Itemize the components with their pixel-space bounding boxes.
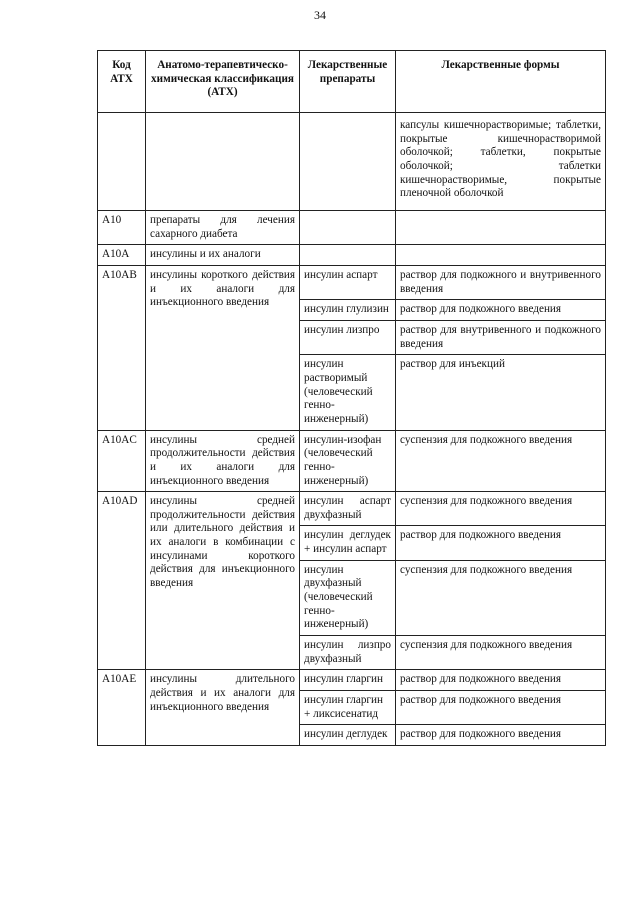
cell-drug-a10 [300,211,396,245]
cell-form-a10a [396,245,606,266]
header-forms: Лекарственные формы [396,51,606,113]
cell-form: суспензия для подкожного введения [396,560,606,635]
table-row-a10ab [98,265,606,299]
cell-code-a10ae: A10AE [98,670,146,746]
cell-form-continuation: капсулы кишечнорастворимые; таблетки, покрытые кишечнорастворимой оболочкой; таблетки, покрытые оболочкой; таблетки кишечнорастворимые, покрытые пленочной оболочкой [396,113,606,211]
cell-form: раствор для подкожного и внутривенного введения [396,265,606,299]
cell-form: раствор для подкожного введения [396,300,606,321]
cell-code-a10: A10 [98,211,146,245]
cell-form: раствор для подкожного введения [396,725,606,746]
table-row-a10ac [98,430,606,492]
cell-classification-a10a: инсулины и их аналоги [146,245,300,266]
cell-form: раствор для инъекций [396,355,606,430]
cell-form: суспензия для подкожного введения [396,636,606,670]
table-row-a10a [98,245,606,266]
cell-drug: инсулин двухфазный (человеческий генно-инженерный) [300,560,396,635]
cell-form: раствор для внутривенного и подкожного введения [396,320,606,354]
cell-classification-a10ae: инсулины длительного действия и их аналоги для инъекционного введения [146,670,300,746]
cell-drug: инсулин деглудек [300,725,396,746]
cell-code-a10ab: A10AB [98,265,146,430]
cell-drug: инсулин гларгин + ликсисенатид [300,691,396,725]
page-number: 34 [314,8,326,22]
cell-form-a10 [396,211,606,245]
cell-drug: инсулин аспарт [300,265,396,299]
cell-drug: инсулин лизпро [300,320,396,354]
cell-code-a10ac: A10AC [98,430,146,492]
cell-drug: инсулин деглудек + инсулин аспарт [300,526,396,560]
cell-classification-empty [146,113,300,211]
cell-classification-a10ab: инсулины короткого действия и их аналоги для инъекционного введения [146,265,300,430]
cell-form: суспензия для подкожного введения [396,492,606,526]
cell-code-empty [98,113,146,211]
cell-drug: инсулин растворимый (человеческий генно-инженерный) [300,355,396,430]
cell-form: раствор для подкожного введения [396,526,606,560]
table-header-row [98,51,606,113]
table-row-continuation [98,113,606,211]
cell-code-a10a: A10A [98,245,146,266]
cell-classification-a10: препараты для лечения сахарного диабета [146,211,300,245]
cell-form: раствор для подкожного введения [396,670,606,691]
cell-drug: инсулин гларгин [300,670,396,691]
header-code: Код АТХ [98,51,146,113]
table-row-a10 [98,211,606,245]
header-drugs: Лекарственные препараты [300,51,396,113]
cell-drug-a10a [300,245,396,266]
cell-drug-empty [300,113,396,211]
cell-classification-a10ad: инсулины средней продолжительности действия или длительного действия и их аналоги в комбинации с инсулинами короткого действия для инъекционного введения [146,492,300,670]
cell-form: суспензия для подкожного введения [396,430,606,492]
cell-drug: инсулин глулизин [300,300,396,321]
cell-form: раствор для подкожного введения [396,691,606,725]
cell-code-a10ad: A10AD [98,492,146,670]
table-row-a10ad [98,492,606,526]
cell-drug: инсулин лизпро двухфазный [300,636,396,670]
cell-drug: инсулин-изофан (человеческий генно-инженерный) [300,430,396,492]
table-row-a10ae [98,670,606,691]
cell-drug: инсулин аспарт двухфазный [300,492,396,526]
atx-table [97,50,606,746]
cell-classification-a10ac: инсулины средней продолжительности действия и их аналоги для инъекционного введения [146,430,300,492]
header-classification: Анатомо-терапевтическо-химическая классификация (АТХ) [146,51,300,113]
